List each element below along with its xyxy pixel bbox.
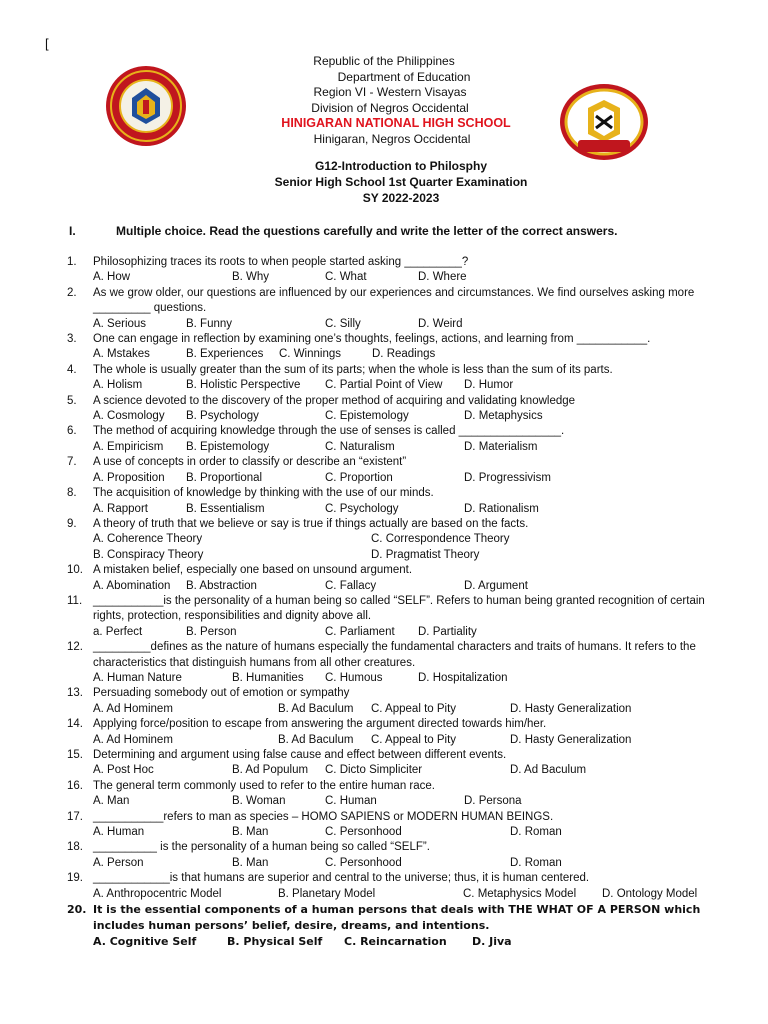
section-number: I. [69, 224, 76, 238]
option-c: C. Metaphysics Model [463, 887, 577, 900]
exam-title: G12-Introduction to Philosphy [315, 159, 487, 173]
question-number: 7. [67, 456, 77, 469]
question-item [67, 902, 717, 949]
option-c: C. Humous [325, 671, 383, 684]
question-text: A theory of truth that we believe or say is true if things actually are based on the facts. [93, 517, 529, 530]
question-text: The method of acquiring knowledge through the use of senses is called ________________. [93, 425, 565, 438]
question-list [67, 255, 717, 949]
option-a: A. Serious [93, 317, 147, 330]
option-b: B. Why [232, 271, 270, 284]
question-text: Applying force/position to escape from answering the argument directed towards him/her. [93, 718, 547, 731]
question-text: As we grow older, our questions are influenced by our experiences and circumstances. We find ourselves asking more _________ questions. [93, 286, 695, 315]
question-text: The whole is usually greater than the sum of its parts; when the whole is less than the sum of its parts. [93, 363, 613, 376]
question-text: The general term commonly used to refer to the entire human race. [93, 779, 435, 792]
option-d: D. Where [418, 271, 467, 284]
question-text: _________defines as the nature of humans especially the fundamental characters and traits of humans. It refers to the characteristics that distinguish humans from all other creatures. [93, 641, 696, 669]
option-b: B. Ad Baculum [278, 733, 354, 746]
question-number: 9. [67, 517, 77, 530]
question-text: A use of concepts in order to classify or describe an “existent” [93, 456, 407, 469]
question-item [67, 394, 717, 425]
question-text: ___________refers to man as species – HOMO SAPIENS or MODERN HUMAN BEINGS. [93, 810, 554, 823]
option-b: B. Proportional [186, 471, 263, 484]
question-item [67, 594, 717, 640]
question-item [67, 717, 717, 748]
question-text: One can engage in reflection by examining one’s thoughts, feelings, actions, and learning from ___________. [93, 333, 651, 346]
option-a: A. How [93, 271, 131, 284]
option-d: D. Roman [510, 826, 562, 839]
option-d: D. Materialism [464, 440, 538, 453]
question-item [67, 363, 717, 394]
question-number: 18. [67, 841, 83, 854]
question-text: The acquisition of knowledge by thinking with the use of our minds. [93, 487, 434, 500]
option-a: A. Empiricism [93, 440, 164, 453]
question-text: ____________is that humans are superior and central to the universe; thus, it is human centered. [93, 872, 590, 885]
question-text: It is the essential components of a human persons that deals with THE WHAT OF A PERSON which includes human persons’ belief, desire, dreams, and intentions. [93, 903, 701, 932]
question-number: 8. [67, 487, 77, 500]
option-d: D. Rationalism [464, 502, 539, 515]
option-a: A. Person [93, 856, 144, 869]
question-number: 5. [67, 394, 77, 407]
option-c: C. Personhood [325, 826, 402, 839]
header-line-region: Region VI - Western Visayas [313, 85, 467, 99]
option-c: C. Fallacy [325, 579, 377, 592]
question-number: 20. [67, 903, 87, 917]
question-item [67, 424, 717, 455]
question-item [67, 871, 717, 902]
option-a: A. Rapport [93, 502, 148, 515]
option-c: C. Silly [325, 317, 361, 330]
option-b: B. Planetary Model [278, 887, 376, 900]
question-text: Determining and argument using false cause and effect between different events. [93, 749, 507, 761]
option-c: C. Parliament [325, 625, 395, 638]
option-d: D. Pragmatist Theory [371, 548, 480, 561]
option-a: A. Coherence Theory [93, 533, 203, 546]
question-item [67, 779, 717, 810]
option-a: A. Abomination [93, 579, 171, 592]
question-item [67, 455, 717, 486]
option-d: D. Roman [510, 856, 562, 869]
option-b: B. Ad Baculum [278, 702, 354, 715]
option-a: A. Ad Hominem [93, 702, 173, 715]
option-d: D. Ontology Model [602, 887, 698, 900]
question-number: 3. [67, 333, 77, 346]
option-a: A. Cosmology [93, 410, 165, 423]
question-number: 19. [67, 872, 83, 885]
option-b: B. Essentialism [186, 502, 265, 515]
option-d: D. Hasty Generalization [510, 702, 632, 715]
option-b: B. Man [232, 856, 269, 869]
option-b: B. Experiences [186, 348, 264, 361]
option-d: D. Hospitalization [418, 671, 508, 684]
header-line-division: Division of Negros Occidental [311, 100, 469, 115]
question-item [67, 686, 717, 717]
option-c: C. Winnings [279, 348, 341, 361]
option-c: C. Personhood [325, 856, 402, 869]
option-b: B. Holistic Perspective [186, 379, 301, 392]
question-number: 10. [67, 564, 83, 577]
question-text: A science devoted to the discovery of the proper method of acquiring and validating knowledge [93, 394, 576, 407]
option-c: C. Psychology [325, 502, 399, 515]
option-c: C. Appeal to Pity [371, 702, 457, 715]
option-b: B. Abstraction [186, 579, 257, 592]
question-item [67, 640, 717, 686]
option-d: D. Hasty Generalization [510, 733, 632, 746]
option-a: A. Proposition [93, 471, 165, 484]
option-d: D. Humor [464, 379, 514, 392]
option-b: B. Epistemology [186, 440, 270, 453]
school-name: HINIGARAN NATIONAL HIGH SCHOOL [281, 116, 511, 130]
question-item [67, 840, 717, 871]
question-text: Persuading somebody out of emotion or sympathy [93, 687, 350, 700]
option-c: C. Epistemology [325, 410, 409, 423]
question-item [67, 748, 717, 779]
question-item [67, 810, 717, 841]
question-item [67, 563, 717, 594]
option-c: C. Naturalism [325, 440, 395, 453]
option-b: B. Woman [232, 795, 286, 808]
option-d: D. Argument [464, 579, 528, 592]
option-a: A. Human Nature [93, 671, 182, 684]
option-b: B. Person [186, 625, 237, 638]
question-number: 14. [67, 718, 83, 731]
question-item [67, 255, 717, 286]
exam-title-block [0, 158, 768, 206]
option-b: B. Humanities [232, 671, 304, 684]
question-number: 15. [67, 749, 83, 761]
question-number: 4. [67, 363, 77, 376]
header-line-republic: Republic of the Philippines [313, 54, 455, 68]
option-c: C. Correspondence Theory [371, 533, 510, 546]
question-item [67, 332, 717, 363]
option-c: C. Partial Point of View [325, 379, 443, 392]
option-a: A. Human [93, 826, 145, 839]
school-location: Hinigaran, Negros Occidental [313, 131, 471, 146]
question-number: 6. [67, 425, 77, 438]
option-b: B. Physical Self [227, 934, 323, 948]
question-item [67, 486, 717, 517]
option-c: C. Proportion [325, 471, 393, 484]
option-a: A. Man [93, 795, 130, 808]
section-instruction-text: Multiple choice. Read the questions carefully and write the letter of the correct answers. [116, 224, 618, 238]
option-d: D. Ad Baculum [510, 764, 587, 777]
option-a: A. Ad Hominem [93, 733, 173, 746]
question-item [67, 286, 717, 332]
corner-bracket-mark: [ [45, 36, 49, 51]
option-c: C. Human [325, 795, 377, 808]
option-c: C. What [325, 271, 367, 284]
option-a: A. Holism [93, 379, 143, 392]
document-header [0, 54, 768, 147]
option-d: D. Partiality [418, 625, 477, 638]
option-d: D. Progressivism [464, 471, 551, 484]
option-c: C. Appeal to Pity [371, 733, 457, 746]
exam-year: SY 2022-2023 [362, 191, 440, 205]
question-text: Philosophizing traces its roots to when people started asking _________? [93, 256, 469, 268]
option-d: D. Persona [464, 795, 522, 808]
header-line-department: Department of Education [337, 69, 471, 84]
option-d: D. Readings [372, 348, 436, 361]
option-d: D. Weird [418, 317, 463, 330]
option-d: D. Metaphysics [464, 410, 543, 423]
exam-subtitle: Senior High School 1st Quarter Examination [274, 175, 528, 189]
question-number: 16. [67, 779, 83, 792]
option-b: B. Conspiracy Theory [93, 548, 204, 561]
question-number: 1. [67, 256, 77, 268]
option-c: C. Reincarnation [344, 934, 447, 948]
option-a: A. Post Hoc [93, 764, 154, 777]
option-a: A. Mstakes [93, 348, 150, 361]
option-a: a. Perfect [93, 625, 143, 638]
question-text: ___________is the personality of a human being so called “SELF”. Refers to human being granted recognition of certain rights, protection, responsibilities and dignity above all. [93, 594, 705, 623]
question-number: 17. [67, 810, 83, 823]
option-a: A. Cognitive Self [93, 934, 197, 948]
option-b: B. Man [232, 826, 269, 839]
option-b: B. Ad Populum [232, 764, 309, 777]
question-text: __________ is the personality of a human being so called “SELF”. [93, 841, 430, 854]
question-number: 11. [67, 594, 83, 607]
question-number: 12. [67, 641, 83, 654]
section-instructions [69, 224, 617, 238]
option-b: B. Funny [186, 317, 233, 330]
question-number: 13. [67, 687, 83, 700]
question-number: 2. [67, 286, 77, 299]
option-b: B. Psychology [186, 410, 259, 423]
option-c: C. Dicto Simpliciter [325, 764, 423, 777]
question-item [67, 517, 717, 563]
question-text: A mistaken belief, especially one based on unsound argument. [93, 564, 413, 577]
option-d: D. Jiva [472, 934, 512, 948]
option-a: A. Anthropocentric Model [93, 887, 222, 900]
